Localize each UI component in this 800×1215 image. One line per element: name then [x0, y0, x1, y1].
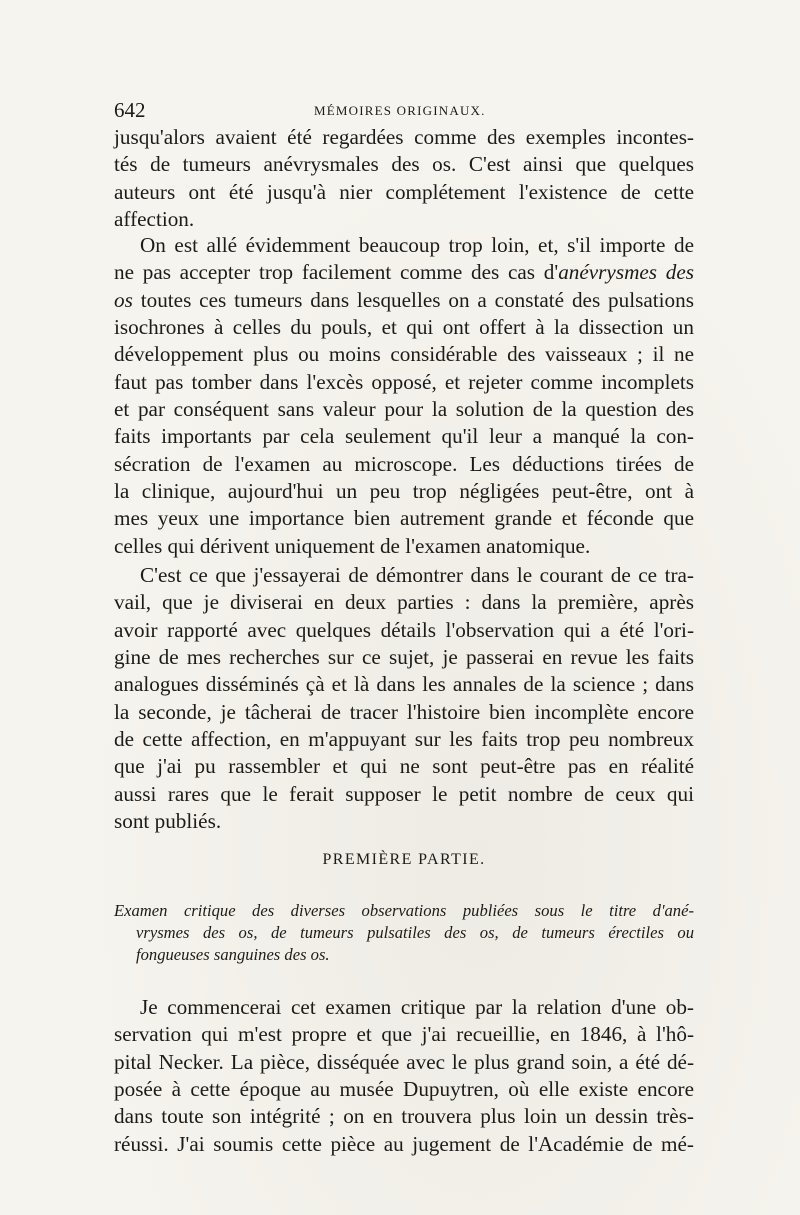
text-line: aussi rares que le ferait supposer le petit nombre de ceux qui [114, 781, 694, 806]
text-line: On est allé évidemment beaucoup trop loin, et, s'il importe de [140, 233, 694, 257]
text-line: faits importants par cela seulement qu'il leur a manqué la con- [114, 424, 694, 449]
italic-term: anévrysmes des [558, 260, 694, 285]
paragraph-1 [114, 124, 694, 233]
text-line: et par conséquent sans valeur pour la solution de la question des [114, 397, 694, 422]
text-line: de cette affection, en m'appuyant sur les faits trop peu nombreux [114, 727, 694, 752]
text-line: tés de tumeurs anévrysmales des os. C'est ainsi que quelques [114, 152, 694, 177]
text-line: avoir rapporté avec quelques détails l'observation qui a été l'ori- [114, 617, 694, 642]
text-line: affection. [114, 207, 195, 232]
text-line: vail, que je diviserai en deux parties : dans la première, après [114, 590, 694, 615]
text-segment: toutes ces tumeurs dans lesquelles on a constaté des pulsations [132, 287, 694, 312]
paragraph-2 [114, 232, 694, 560]
text-line: Je commencerai cet examen critique par la relation d'une ob- [140, 995, 694, 1019]
text-line: sont publiés. [114, 809, 222, 834]
subtitle-line: fongueuses sanguines des os. [136, 945, 330, 964]
text-line [114, 287, 694, 314]
paragraph-5 [114, 994, 694, 1158]
running-title: MÉMOIRES ORIGINAUX. [314, 103, 486, 118]
text-line: posée à cette époque au musée Dupuytren, où elle existe encore [114, 1077, 694, 1102]
text-line: la clinique, aujourd'hui un peu trop négligées peut-être, ont à [114, 479, 694, 504]
text-line: réussi. J'ai soumis cette pièce au jugement de l'Académie de mé- [114, 1131, 694, 1156]
paragraph-3 [114, 562, 694, 835]
text-line: pital Necker. La pièce, disséquée avec le plus grand soin, a été dé- [114, 1049, 694, 1074]
section-heading: PREMIÈRE PARTIE. [322, 851, 486, 868]
text-line: que j'ai pu rassembler et qui ne sont peut-être pas en réalité [114, 754, 694, 779]
italic-term: os [114, 287, 133, 312]
text-line: la seconde, je tâcherai de tracer l'histoire bien incomplète encore [114, 699, 694, 724]
text-line: auteurs ont été jusqu'à nier complétement l'existence de cette [114, 179, 694, 204]
running-head [114, 98, 694, 122]
text-line: mes yeux une importance bien autrement grande et féconde que [114, 506, 694, 531]
text-line: analogues disséminés çà et là dans les annales de la science ; dans [114, 672, 694, 697]
text-line: développement plus ou moins considérable des vaisseaux ; il ne [114, 342, 694, 367]
text-line: C'est ce que j'essayerai de démontrer dans le courant de ce tra- [140, 563, 694, 587]
section-subtitle [114, 900, 694, 966]
text-line: faut pas tomber dans l'excès opposé, et rejeter comme incomplets [114, 369, 694, 394]
text-line [114, 259, 694, 286]
subtitle-line: Examen critique des diverses observations publiées sous le titre d'ané- [114, 901, 694, 920]
text-segment: ne pas accepter trop facilement comme des cas d' [114, 260, 559, 285]
text-line: jusqu'alors avaient été regardées comme des exemples incontes- [114, 125, 694, 149]
text-line: celles qui dérivent uniquement de l'examen anatomique. [114, 533, 591, 558]
text-line: sécration de l'examen au microscope. Les déductions tirées de [114, 451, 694, 476]
text-line: gine de mes recherches sur ce sujet, je passerai en revue les faits [114, 645, 694, 670]
text-line: dans toute son intégrité ; on en trouvera plus loin un dessin très- [114, 1104, 694, 1129]
subtitle-line: vrysmes des os, de tumeurs pulsatiles des os, de tumeurs érectiles ou [136, 923, 694, 942]
page-number: 642 [114, 98, 146, 122]
text-line: servation qui m'est propre et que j'ai recueillie, en 1846, à l'hô- [114, 1022, 694, 1047]
text-line: isochrones à celles du pouls, et qui ont offert à la dissection un [114, 315, 694, 340]
